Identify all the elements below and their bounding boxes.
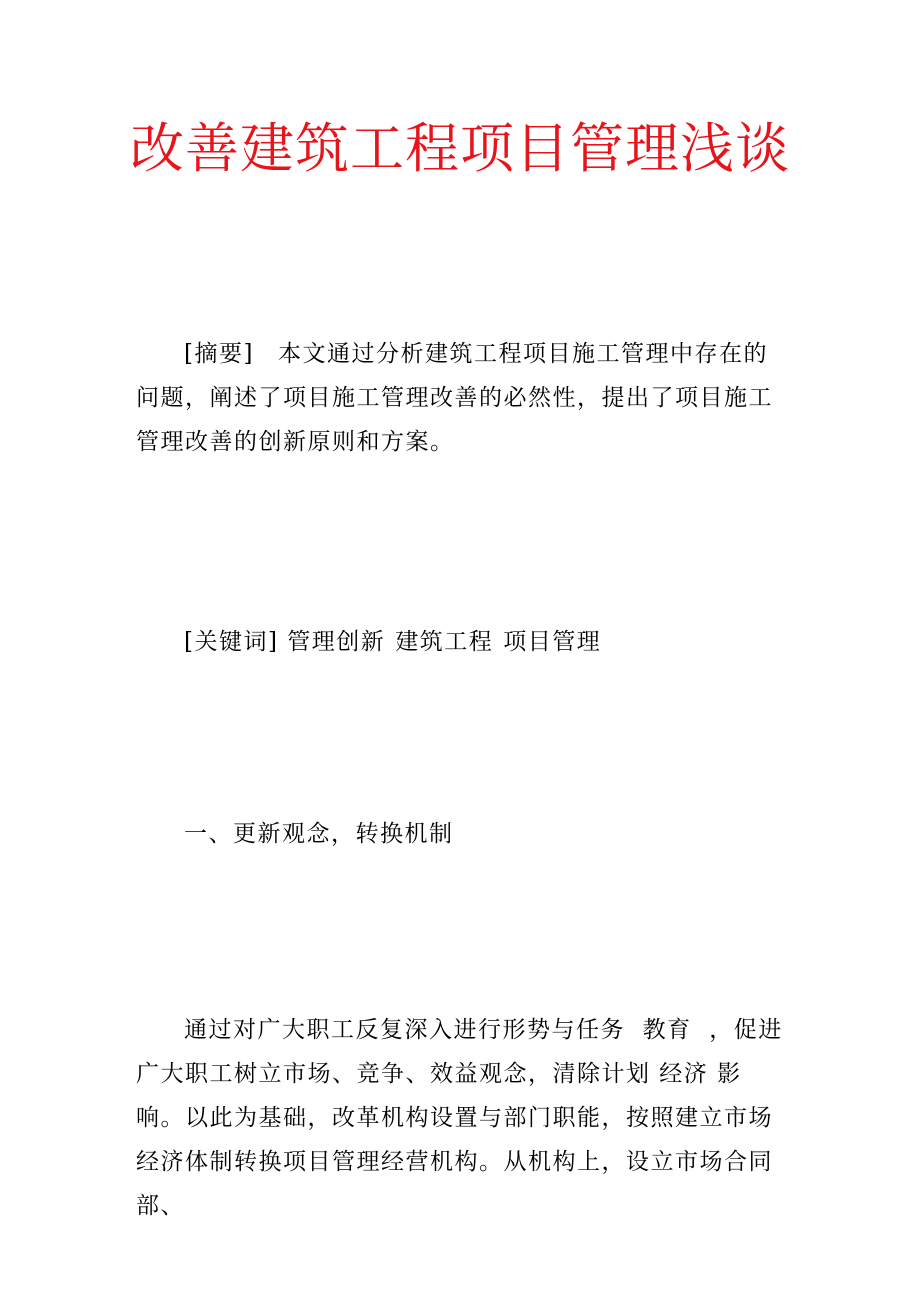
body-paragraph: 通过对广大职工反复深入进行形势与任务 教育 ，促进广大职工树立市场、竞争、效益观念，清除计划 经济 影响。以此为基础，改革机构设置与部门职能，按照建立市场经济体制转换项目管理经营机构。从机构上，设立市场合同部、 bbox=[136, 1017, 783, 1219]
keyword-item: 管理创新 bbox=[287, 629, 386, 655]
section-heading: 一、更新观念，转换机制 bbox=[184, 821, 454, 847]
keywords-label: [关键词] bbox=[184, 629, 279, 655]
keywords-paragraph bbox=[136, 620, 788, 664]
keyword-item: 项目管理 bbox=[503, 629, 602, 655]
keyword-item: 建筑工程 bbox=[395, 629, 494, 655]
abstract-text: 本文通过分析建筑工程项目施工管理中存在的问题，阐述了项目施工管理改善的必然性，提出了项目施工管理改善的创新原则和方案。 bbox=[136, 341, 773, 455]
document-title: 改善建筑工程项目管理浅谈 bbox=[130, 117, 790, 180]
abstract-paragraph bbox=[136, 332, 788, 464]
abstract-label: [摘要] bbox=[184, 341, 254, 367]
